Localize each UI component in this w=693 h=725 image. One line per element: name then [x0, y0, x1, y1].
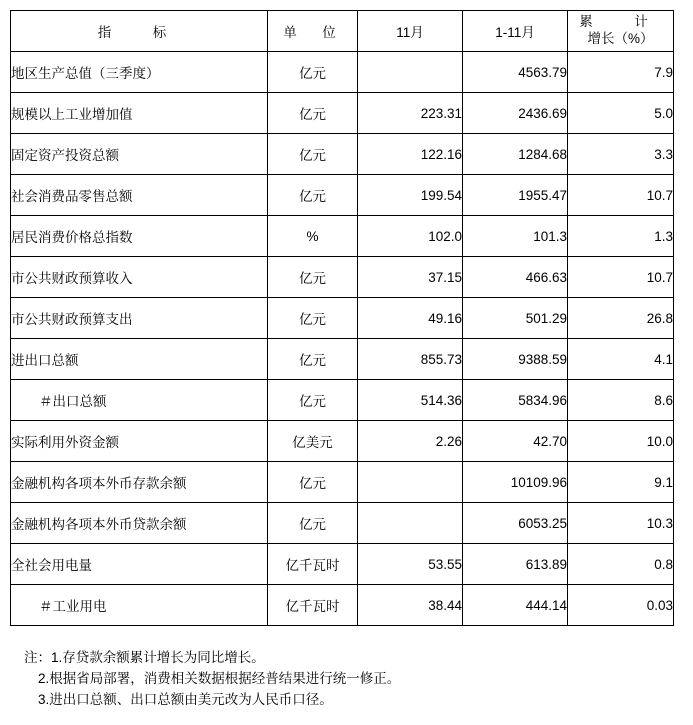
cell-unit: 亿元 [268, 503, 358, 544]
cell-unit: 亿元 [268, 134, 358, 175]
cell-growth: 4.1 [568, 339, 674, 380]
cell-cumulative: 2436.69 [463, 93, 568, 134]
cell-unit: 亿千瓦时 [268, 585, 358, 626]
cell-month [358, 462, 463, 503]
table-row [11, 134, 674, 175]
cell-indicator: 地区生产总值（三季度） [11, 52, 268, 93]
cell-growth: 10.0 [568, 421, 674, 462]
cell-growth: 7.9 [568, 52, 674, 93]
cell-growth: 10.7 [568, 175, 674, 216]
column-header-indicator [11, 11, 268, 52]
table-row [11, 339, 674, 380]
column-header-growth-line1: 累 计 [579, 14, 662, 30]
cell-unit: 亿元 [268, 257, 358, 298]
cell-month: 2.26 [358, 421, 463, 462]
cell-unit: 亿元 [268, 175, 358, 216]
cell-growth: 9.1 [568, 462, 674, 503]
column-header-cumulative: 1-11月 [463, 11, 568, 52]
column-header-unit [268, 11, 358, 52]
cell-indicator: 社会消费品零售总额 [11, 175, 268, 216]
cell-unit: 亿美元 [268, 421, 358, 462]
cell-cumulative: 613.89 [463, 544, 568, 585]
cell-indicator: ＃出口总额 [11, 380, 268, 421]
column-header-growth [568, 11, 674, 52]
table-header [11, 11, 674, 52]
table-row [11, 93, 674, 134]
table-row [11, 421, 674, 462]
cell-indicator: 金融机构各项本外币贷款余额 [11, 503, 268, 544]
cell-unit: 亿元 [268, 93, 358, 134]
cell-growth: 0.03 [568, 585, 674, 626]
cell-indicator: 市公共财政预算收入 [11, 257, 268, 298]
cell-indicator: 全社会用电量 [11, 544, 268, 585]
cell-cumulative: 466.63 [463, 257, 568, 298]
note-line: 3.进出口总额、出口总额由美元改为人民币口径。 [38, 691, 333, 707]
cell-growth: 8.6 [568, 380, 674, 421]
cell-cumulative: 1284.68 [463, 134, 568, 175]
cell-month: 53.55 [358, 544, 463, 585]
cell-month [358, 503, 463, 544]
cell-indicator: 固定资产投资总额 [11, 134, 268, 175]
table-row [11, 298, 674, 339]
cell-month: 514.36 [358, 380, 463, 421]
cell-unit: 亿元 [268, 339, 358, 380]
cell-cumulative: 444.14 [463, 585, 568, 626]
cell-month [358, 52, 463, 93]
cell-unit: 亿元 [268, 380, 358, 421]
cell-growth: 5.0 [568, 93, 674, 134]
table-header-row [11, 11, 674, 52]
cell-month: 102.0 [358, 216, 463, 257]
note-line: 注：1.存贷款余额累计增长为同比增长。 [24, 650, 265, 665]
statistics-sheet [10, 10, 673, 626]
table-row [11, 216, 674, 257]
cell-unit: 亿千瓦时 [268, 544, 358, 585]
table-row [11, 175, 674, 216]
column-header-growth-line2: 增长（%） [587, 31, 654, 46]
table-row [11, 503, 674, 544]
cell-cumulative: 10109.96 [463, 462, 568, 503]
cell-growth: 3.3 [568, 134, 674, 175]
cell-indicator: 规模以上工业增加值 [11, 93, 268, 134]
cell-month: 855.73 [358, 339, 463, 380]
cell-indicator: 实际利用外资金额 [11, 421, 268, 462]
cell-cumulative: 5834.96 [463, 380, 568, 421]
cell-month: 37.15 [358, 257, 463, 298]
cell-growth: 26.8 [568, 298, 674, 339]
cell-month: 122.16 [358, 134, 463, 175]
cell-indicator: ＃工业用电 [11, 585, 268, 626]
table-row [11, 52, 674, 93]
cell-unit: % [268, 216, 358, 257]
cell-cumulative: 501.29 [463, 298, 568, 339]
cell-cumulative: 101.3 [463, 216, 568, 257]
cell-indicator: 市公共财政预算支出 [11, 298, 268, 339]
cell-month: 49.16 [358, 298, 463, 339]
statistics-table [10, 10, 674, 626]
cell-cumulative: 9388.59 [463, 339, 568, 380]
cell-unit: 亿元 [268, 52, 358, 93]
cell-unit: 亿元 [268, 298, 358, 339]
table-row [11, 585, 674, 626]
cell-growth: 0.8 [568, 544, 674, 585]
note-line: 2.根据省局部署，消费相关数据根据经普结果进行统一修正。 [38, 670, 401, 686]
cell-month: 38.44 [358, 585, 463, 626]
column-header-unit-label: 单 位 [283, 25, 342, 40]
table-row [11, 257, 674, 298]
cell-indicator: 金融机构各项本外币存款余额 [11, 462, 268, 503]
cell-indicator: 进出口总额 [11, 339, 268, 380]
cell-month: 223.31 [358, 93, 463, 134]
table-row [11, 544, 674, 585]
cell-month: 199.54 [358, 175, 463, 216]
table-body [11, 52, 674, 626]
cell-cumulative: 42.70 [463, 421, 568, 462]
column-header-indicator-label: 指 标 [97, 25, 181, 40]
table-row [11, 462, 674, 503]
cell-unit: 亿元 [268, 462, 358, 503]
cell-growth: 10.3 [568, 503, 674, 544]
cell-cumulative: 4563.79 [463, 52, 568, 93]
cell-cumulative: 6053.25 [463, 503, 568, 544]
table-notes [10, 648, 673, 711]
column-header-month: 11月 [358, 11, 463, 52]
cell-growth: 1.3 [568, 216, 674, 257]
cell-cumulative: 1955.47 [463, 175, 568, 216]
cell-indicator: 居民消费价格总指数 [11, 216, 268, 257]
table-row [11, 380, 674, 421]
cell-growth: 10.7 [568, 257, 674, 298]
